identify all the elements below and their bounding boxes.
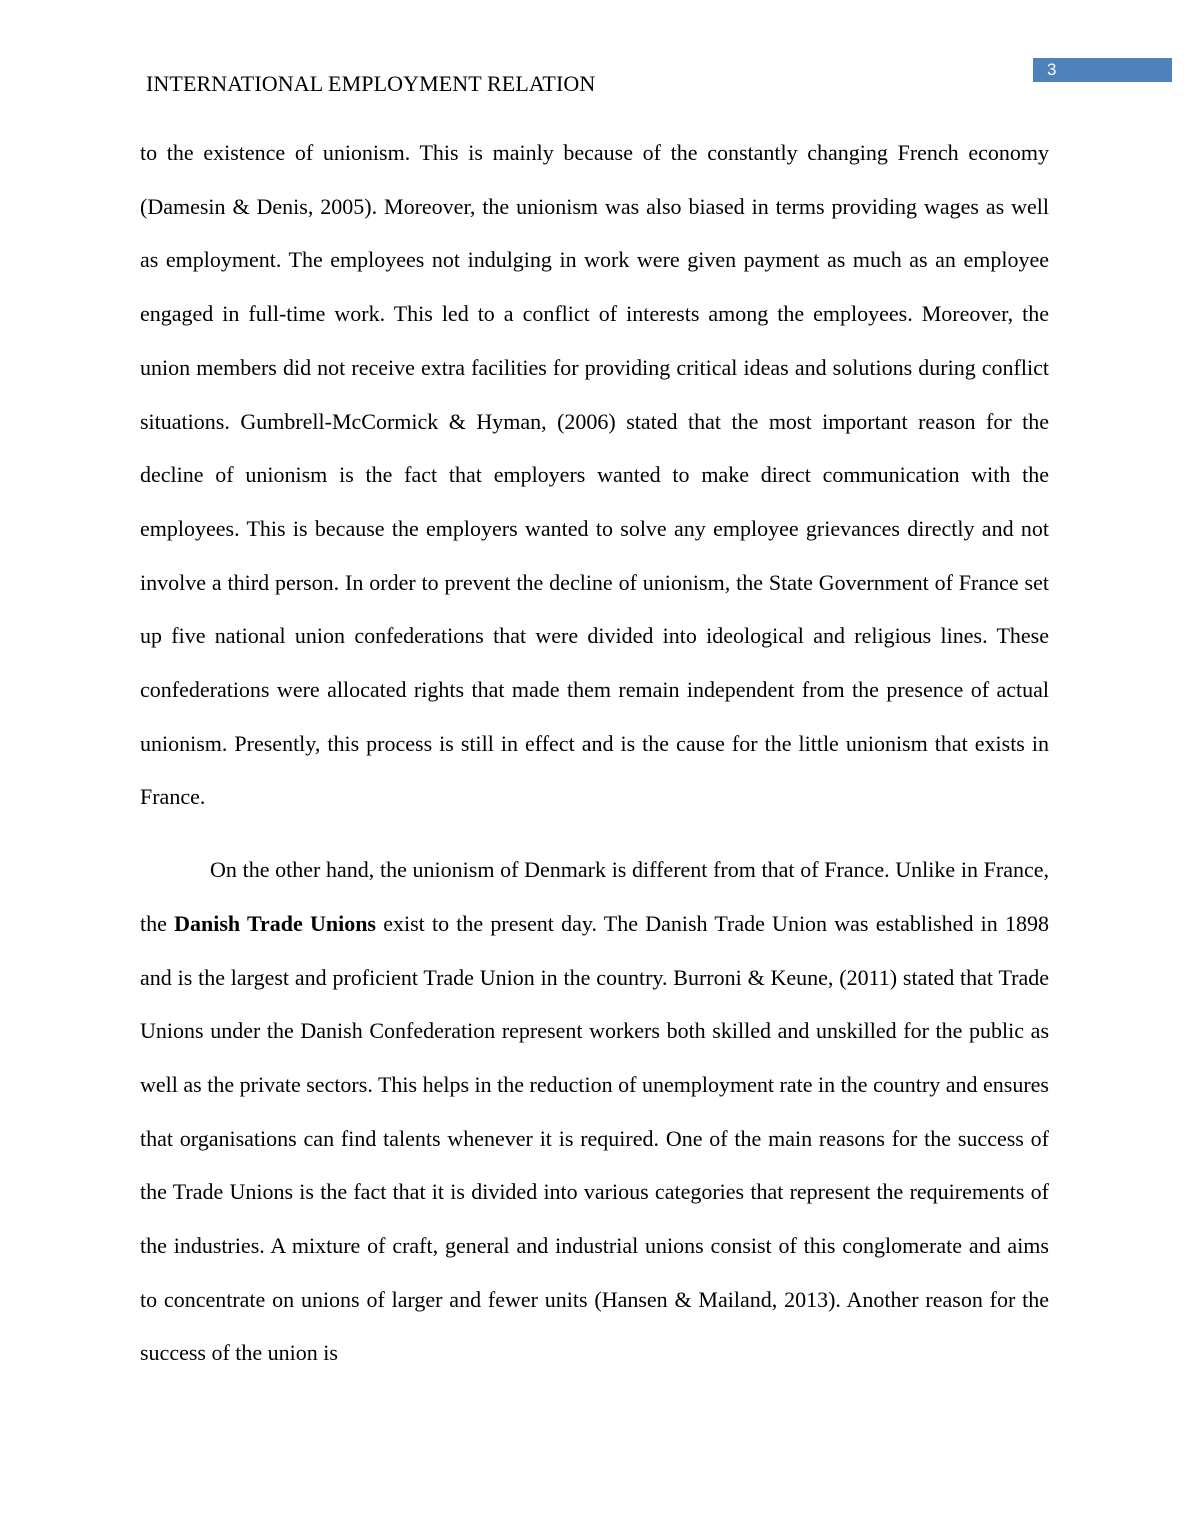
running-header-title: INTERNATIONAL EMPLOYMENT RELATION	[146, 71, 596, 96]
page-number-box	[1033, 58, 1172, 82]
paragraph-2-text-start: On the other hand, the unionism of Denmark is different from that of France. Unlike in France, the	[140, 857, 1049, 936]
paragraph-2	[140, 843, 1049, 1380]
paragraph-1: to the existence of unionism. This is mainly because of the constantly changing French economy (Damesin & Denis, 2005). Moreover, the unionism was also biased in terms providing wages as well as employment. The employees not indulging in work were given payment as much as an employee engaged in full-time work. This led to a conflict of interests among the employees. Moreover, the union members did not receive extra facilities for providing critical ideas and solutions during conflict situations. Gumbrell-McCormick & Hyman, (2006) stated that the most important reason for the decline of unionism is the fact that employers wanted to make direct communication with the employees. This is because the employers wanted to solve any employee grievances directly and not involve a third person. In order to prevent the decline of unionism, the State Government of France set up five national union confederations that were divided into ideological and religious lines. These confederations were allocated rights that made them remain independent from the presence of actual unionism. Presently, this process is still in effect and is the cause for the little unionism that exists in France.	[140, 140, 1049, 810]
document-body	[140, 126, 1049, 1380]
page-number: 3	[1047, 60, 1057, 79]
paragraph-2-bold-term: Danish Trade Unions	[174, 910, 376, 936]
paragraph-2-text-end: exist to the present day. The Danish Trade Union was established in 1898 and is the largest and proficient Trade Union in the country. Burroni & Keune, (2011) stated that Trade Unions under the Danish Confederation represent workers both skilled and unskilled for the public as well as the private sectors. This helps in the reduction of unemployment rate in the country and ensures that organisations can find talents whenever it is required. One of the main reasons for the success of the Trade Unions is the fact that it is divided into various categories that represent the requirements of the industries. A mixture of craft, general and industrial unions consist of this conglomerate and aims to concentrate on unions of larger and fewer units (Hansen & Mailand, 2013). Another reason for the success of the union is	[140, 910, 1049, 1366]
